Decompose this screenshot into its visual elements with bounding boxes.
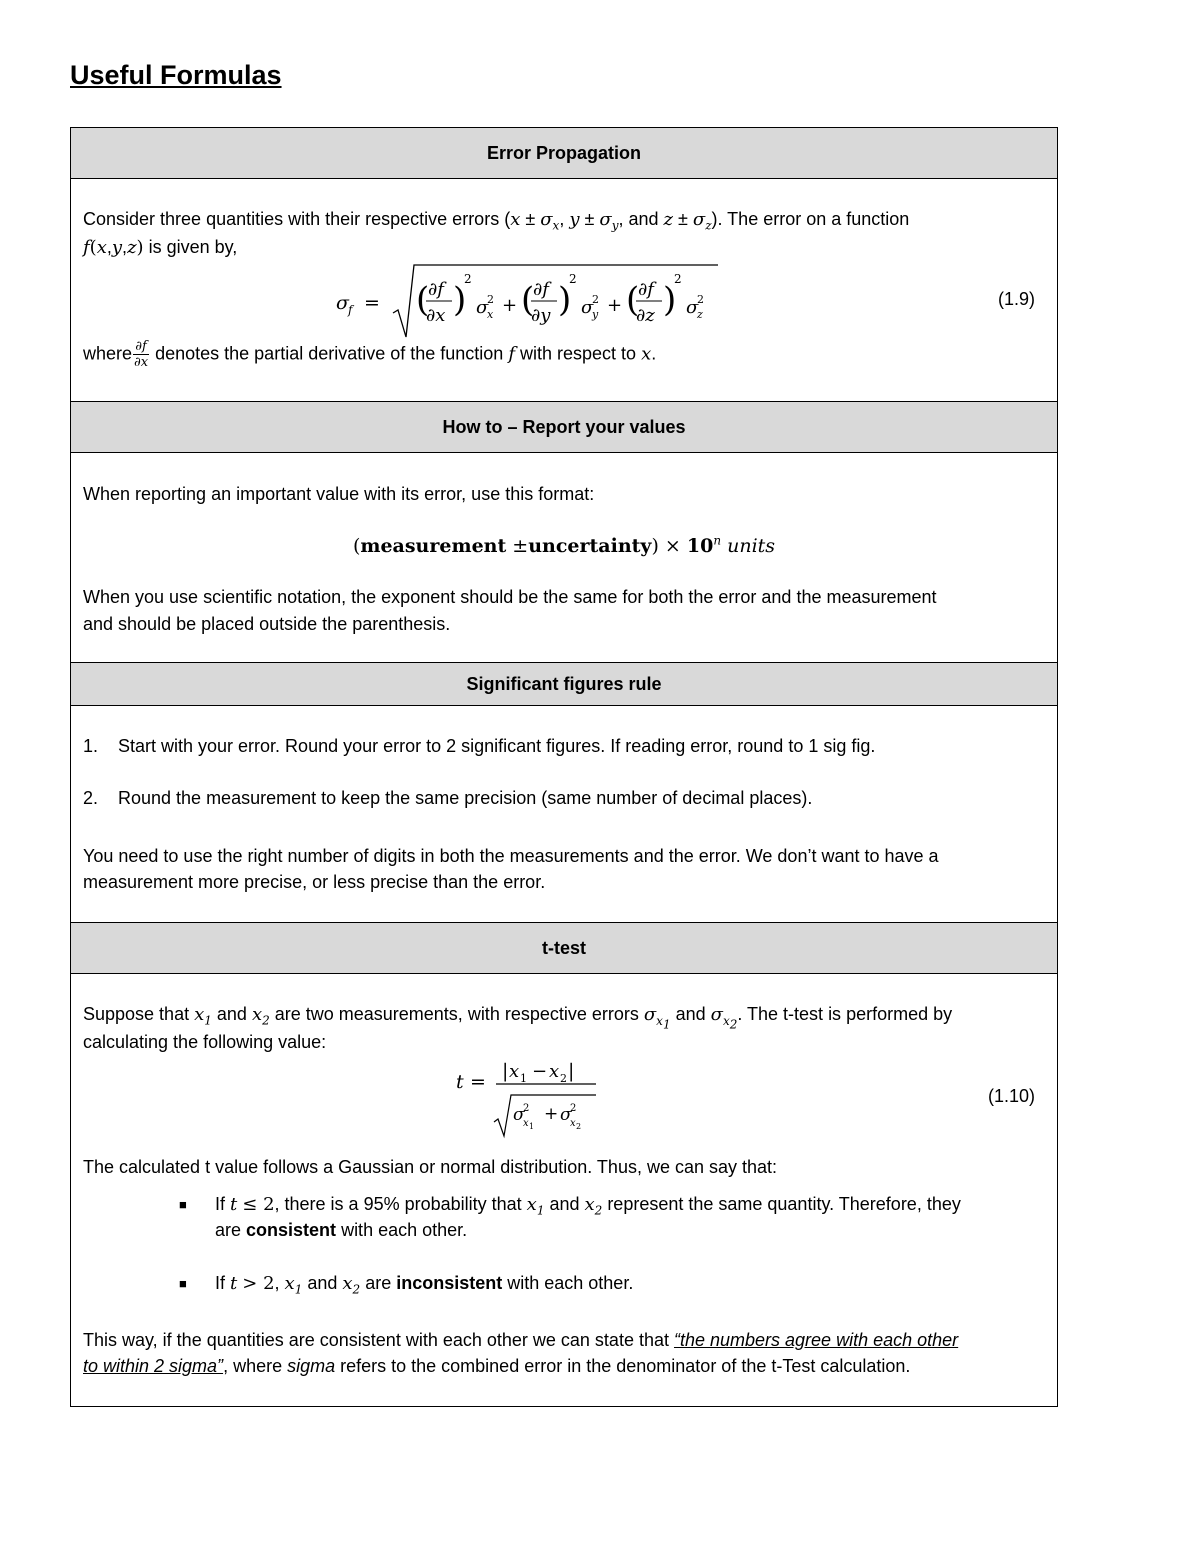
error-intro-line: Consider three quantities with their respective errors ($x \pm \sigma_x$, $y \pm \sigma_y$, and $z \pm \sigma_z$). The error on a function <box>83 209 910 233</box>
page-title: Useful Formulas <box>70 60 282 90</box>
svg-text:σ: σ <box>476 297 489 318</box>
svg-text:2: 2 <box>464 272 472 286</box>
t-test-intro-line2: calculating the following value: <box>83 1032 327 1052</box>
sig-fig-step-2: 2. Round the measurement to keep the same precision (same number of decimal places). <box>83 788 813 808</box>
svg-text:∂f: ∂f <box>638 279 654 300</box>
svg-text:∂f: ∂f <box>533 279 549 300</box>
section-body-sig-figs <box>70 706 1058 922</box>
t-test-bullet-2: If t > 2, $x_1$ and $x_2$ are inconsistent with each other. <box>215 1273 634 1297</box>
svg-text:x: x <box>487 308 494 321</box>
equation-number-1-10: (1.10) <box>987 1086 1035 1106</box>
svg-text:σ: σ <box>560 1105 572 1125</box>
svg-text:x: x <box>570 1118 576 1129</box>
sig-fig-note-line2: measurement more precise, or less precise than the error. <box>83 872 546 892</box>
svg-text:−: − <box>532 1061 548 1082</box>
report-note-line1: When you use scientific notation, the exponent should be the same for both the error and the measurement <box>83 587 937 607</box>
t-test-closing-line1: This way, if the quantities are consistent with each other we can state that “the numbers agree with each other <box>83 1330 959 1350</box>
svg-text:): ) <box>558 280 572 320</box>
section-body-report-values <box>70 453 1058 662</box>
svg-text:+: + <box>607 295 623 316</box>
svg-text:x: x <box>523 1118 529 1129</box>
svg-text:(: ( <box>521 280 535 320</box>
report-intro: When reporting an important value with its error, use this format: <box>83 484 595 504</box>
svg-text:(: ( <box>626 280 640 320</box>
equation-number-1-9: (1.9) <box>997 289 1035 309</box>
svg-text:|: | <box>502 1060 509 1082</box>
svg-text:+: + <box>544 1104 559 1124</box>
svg-text:σ: σ <box>513 1105 525 1125</box>
svg-text:): ) <box>453 280 467 320</box>
svg-text:=: = <box>364 292 380 314</box>
bullet-icon: ■ <box>179 1276 187 1291</box>
svg-text:∂z: ∂z <box>636 305 655 326</box>
svg-text:): ) <box>663 280 677 320</box>
svg-text:∂y: ∂y <box>531 305 551 326</box>
sig-fig-step-1: 1. Start with your error. Round your error to 2 significant figures. If reading error, round to 1 sig fig. <box>83 736 876 756</box>
t-test-intro-line1: Suppose that $x_1$ and $x_2$ are two measurements, with respective errors $\sigma_{x_1}$ and $\sigma_{x_2}$. The t-test is performed by <box>83 1004 953 1031</box>
svg-text:1: 1 <box>529 1122 535 1131</box>
svg-text:2: 2 <box>560 1072 567 1085</box>
t-test-equation <box>456 1052 601 1140</box>
section-header-sig-figs: Significant figures rule <box>70 662 1058 706</box>
section-header-error-propagation: Error Propagation <box>70 127 1058 179</box>
svg-text:2: 2 <box>569 272 577 286</box>
section-body-t-test <box>70 974 1058 1407</box>
svg-text:x: x <box>549 1061 560 1082</box>
svg-text:z: z <box>697 308 703 321</box>
svg-text:∂f: ∂f <box>428 279 444 300</box>
t-test-distribution: The calculated t value follows a Gaussian or normal distribution. Thus, we can say that: <box>83 1157 778 1177</box>
svg-text:σ: σ <box>336 292 349 314</box>
svg-text:y: y <box>592 308 599 321</box>
svg-text:t: t <box>456 1071 464 1093</box>
svg-text:∂x: ∂x <box>426 305 446 326</box>
svg-text:2: 2 <box>487 293 494 306</box>
svg-text:2: 2 <box>674 272 682 286</box>
svg-text:2: 2 <box>697 293 704 306</box>
error-function-line: f(x,y,z) is given by, <box>83 237 238 258</box>
svg-text:+: + <box>502 295 518 316</box>
svg-text:2: 2 <box>592 293 599 306</box>
svg-text:2: 2 <box>523 1103 530 1114</box>
svg-text:x: x <box>509 1061 520 1082</box>
svg-text:2: 2 <box>576 1122 582 1131</box>
sig-fig-note-line1: You need to use the right number of digits in both the measurements and the error. We don’t want to have a <box>83 846 939 866</box>
t-test-closing-line2: to within 2 sigma”, where sigma refers to the combined error in the denominator of the t-Test calculation. <box>83 1356 911 1376</box>
svg-text:σ: σ <box>581 297 594 318</box>
t-test-bullet-1: If t ≤ 2, there is a 95% probability that $x_1$ and $x_2$ represent the same quantity. Therefore, they <box>215 1194 961 1218</box>
svg-text:1: 1 <box>520 1072 527 1085</box>
svg-text:|: | <box>568 1060 575 1082</box>
section-header-t-test: t-test <box>70 922 1058 974</box>
svg-text:=: = <box>470 1071 486 1093</box>
svg-text:2: 2 <box>570 1103 577 1114</box>
section-body-error-propagation <box>70 179 1058 401</box>
report-note-line2: and should be placed outside the parenthesis. <box>83 614 451 634</box>
error-propagation-equation <box>336 261 726 341</box>
t-test-bullet-1-line2: are consistent with each other. <box>215 1220 468 1240</box>
svg-text:f: f <box>348 303 353 317</box>
section-header-report-values: How to – Report your values <box>70 401 1058 453</box>
bullet-icon: ■ <box>179 1197 187 1212</box>
report-format-equation: (measurement ±uncertainty) × $10^n$ units <box>352 533 776 557</box>
formula-table <box>70 127 1058 1407</box>
error-where-line: where $\frac{\partial f}{\partial x}$ denotes the partial derivative of the function f with respect to x. <box>83 339 657 370</box>
svg-text:σ: σ <box>686 297 699 318</box>
svg-text:(: ( <box>416 280 430 320</box>
